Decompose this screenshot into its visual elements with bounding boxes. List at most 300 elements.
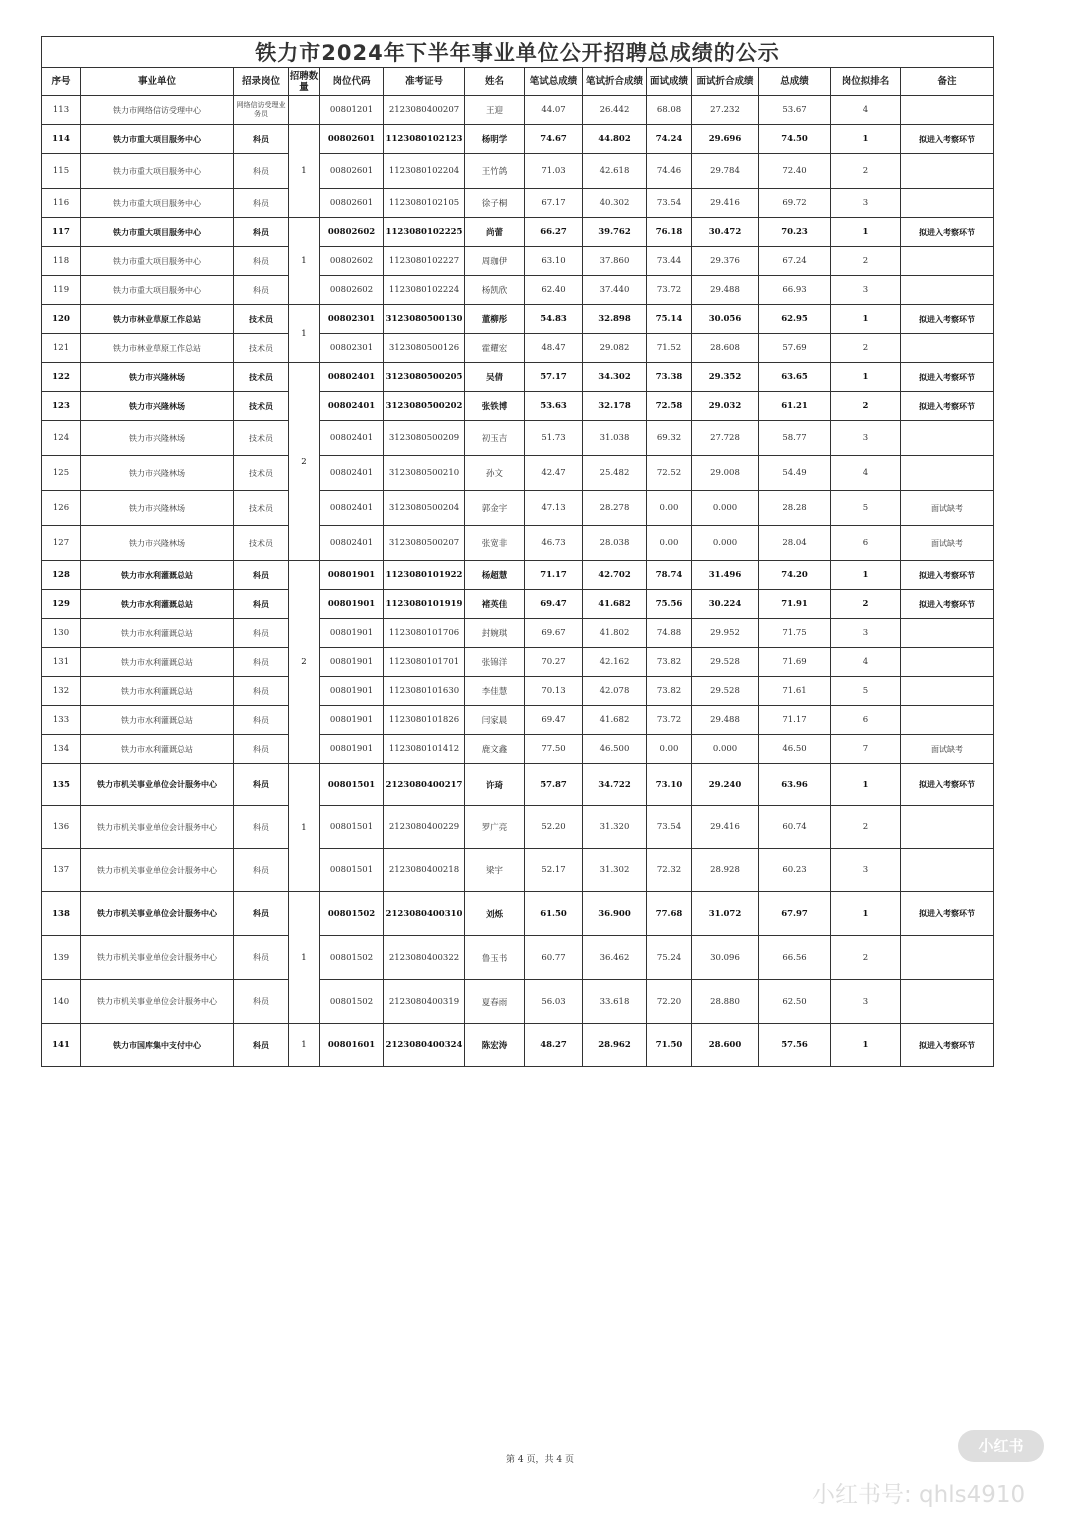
table-row (42, 491, 994, 526)
remark-cell (901, 706, 994, 735)
ticket-number-cell: 2123080400319 (384, 980, 465, 1024)
post-cell: 科员 (234, 648, 289, 677)
unit-cell: 铁力市机关事业单位会计服务中心 (81, 849, 234, 892)
seq-cell: 115 (42, 154, 81, 189)
interview-converted-cell: 29.008 (692, 456, 759, 491)
post-code-cell: 00801901 (320, 648, 384, 677)
seq-cell: 138 (42, 892, 81, 936)
ticket-number-cell: 2123080400324 (384, 1024, 465, 1067)
seq-cell: 125 (42, 456, 81, 491)
rank-cell: 1 (831, 561, 901, 590)
post-code-cell: 00801501 (320, 764, 384, 806)
unit-cell: 铁力市国库集中支付中心 (81, 1024, 234, 1067)
total-score-cell: 71.91 (759, 590, 831, 619)
rank-cell: 4 (831, 648, 901, 677)
interview-score-cell: 0.00 (647, 526, 692, 561)
total-score-cell: 71.17 (759, 706, 831, 735)
page-number: 第 4 页，共 4 页 (506, 1455, 574, 1465)
interview-score-cell: 71.52 (647, 334, 692, 363)
remark-cell (901, 677, 994, 706)
quota-cell: 1 (289, 305, 320, 363)
interview-converted-cell: 29.240 (692, 764, 759, 806)
quota-cell: 1 (289, 218, 320, 305)
written-score-cell: 46.73 (525, 526, 583, 561)
quota-cell: 1 (289, 892, 320, 1024)
unit-cell: 铁力市兴隆林场 (81, 363, 234, 392)
post-code-cell: 00802602 (320, 218, 384, 247)
written-score-cell: 52.20 (525, 806, 583, 849)
unit-cell: 铁力市水利灌溉总站 (81, 735, 234, 764)
table-row (42, 1024, 994, 1067)
ticket-number-cell: 1123080102225 (384, 218, 465, 247)
interview-converted-cell: 29.528 (692, 677, 759, 706)
quota-cell: 2 (289, 561, 320, 764)
remark-cell (901, 334, 994, 363)
interview-converted-cell: 27.232 (692, 96, 759, 125)
column-header: 事业单位 (81, 68, 234, 96)
unit-cell: 铁力市兴隆林场 (81, 456, 234, 491)
candidate-name-cell: 王迎 (465, 96, 525, 125)
column-header: 总成绩 (759, 68, 831, 96)
column-header: 岗位拟排名 (831, 68, 901, 96)
candidate-name-cell: 罗广亮 (465, 806, 525, 849)
table-row (42, 806, 994, 849)
written-score-cell: 71.17 (525, 561, 583, 590)
post-code-cell: 00802601 (320, 125, 384, 154)
post-cell: 技术员 (234, 392, 289, 421)
total-score-cell: 70.23 (759, 218, 831, 247)
unit-cell: 铁力市水利灌溉总站 (81, 706, 234, 735)
ticket-number-cell: 3123080500205 (384, 363, 465, 392)
column-header: 笔试总成绩 (525, 68, 583, 96)
interview-converted-cell: 29.528 (692, 648, 759, 677)
ticket-number-cell: 2123080400218 (384, 849, 465, 892)
seq-cell: 122 (42, 363, 81, 392)
table-row (42, 936, 994, 980)
written-converted-cell: 41.682 (583, 706, 647, 735)
written-score-cell: 70.27 (525, 648, 583, 677)
written-converted-cell: 28.038 (583, 526, 647, 561)
interview-converted-cell: 29.784 (692, 154, 759, 189)
post-cell: 科员 (234, 561, 289, 590)
rank-cell: 3 (831, 980, 901, 1024)
page-title: 铁力市2024年下半年事业单位公开招聘总成绩的公示 (42, 37, 994, 68)
rank-cell: 3 (831, 189, 901, 218)
interview-converted-cell: 0.000 (692, 735, 759, 764)
rank-cell: 2 (831, 334, 901, 363)
interview-score-cell: 73.82 (647, 677, 692, 706)
unit-cell: 铁力市机关事业单位会计服务中心 (81, 980, 234, 1024)
ticket-number-cell: 1123080101826 (384, 706, 465, 735)
candidate-name-cell: 鲁玉书 (465, 936, 525, 980)
post-code-cell: 00802401 (320, 491, 384, 526)
interview-score-cell: 73.72 (647, 706, 692, 735)
watermark-logo: 小红书 (958, 1430, 1044, 1462)
written-score-cell: 61.50 (525, 892, 583, 936)
candidate-name-cell: 刘烁 (465, 892, 525, 936)
post-cell: 科员 (234, 247, 289, 276)
ticket-number-cell: 2123080400322 (384, 936, 465, 980)
total-score-cell: 74.20 (759, 561, 831, 590)
interview-converted-cell: 29.952 (692, 619, 759, 648)
post-cell: 科员 (234, 218, 289, 247)
rank-cell: 2 (831, 806, 901, 849)
written-converted-cell: 28.962 (583, 1024, 647, 1067)
remark-cell (901, 421, 994, 456)
interview-score-cell: 0.00 (647, 735, 692, 764)
candidate-name-cell: 张宽非 (465, 526, 525, 561)
quota-cell: 1 (289, 764, 320, 892)
unit-cell: 铁力市林业草原工作总站 (81, 305, 234, 334)
post-cell: 科员 (234, 154, 289, 189)
total-score-cell: 71.75 (759, 619, 831, 648)
interview-score-cell: 77.68 (647, 892, 692, 936)
watermark-text: 小红书号: qhls4910 (812, 1482, 1026, 1508)
total-score-cell: 67.97 (759, 892, 831, 936)
column-header: 招录岗位 (234, 68, 289, 96)
remark-cell (901, 96, 994, 125)
post-code-cell: 00801601 (320, 1024, 384, 1067)
seq-cell: 141 (42, 1024, 81, 1067)
seq-cell: 118 (42, 247, 81, 276)
post-code-cell: 00801901 (320, 677, 384, 706)
table-row (42, 276, 994, 305)
ticket-number-cell: 2123080400229 (384, 806, 465, 849)
post-cell: 科员 (234, 619, 289, 648)
table-row (42, 334, 994, 363)
total-score-cell: 28.28 (759, 491, 831, 526)
candidate-name-cell: 闫家晨 (465, 706, 525, 735)
unit-cell: 铁力市水利灌溉总站 (81, 648, 234, 677)
quota-cell (289, 96, 320, 125)
ticket-number-cell: 3123080500204 (384, 491, 465, 526)
candidate-name-cell: 鹿文鑫 (465, 735, 525, 764)
table-row (42, 96, 994, 125)
unit-cell: 铁力市机关事业单位会计服务中心 (81, 764, 234, 806)
written-score-cell: 57.87 (525, 764, 583, 806)
total-score-cell: 62.50 (759, 980, 831, 1024)
interview-converted-cell: 0.000 (692, 526, 759, 561)
table-row (42, 648, 994, 677)
post-cell: 科员 (234, 590, 289, 619)
written-score-cell: 48.47 (525, 334, 583, 363)
written-converted-cell: 32.898 (583, 305, 647, 334)
remark-cell: 拟进入考察环节 (901, 561, 994, 590)
unit-cell: 铁力市兴隆林场 (81, 421, 234, 456)
written-score-cell: 63.10 (525, 247, 583, 276)
interview-score-cell: 73.38 (647, 363, 692, 392)
written-converted-cell: 31.302 (583, 849, 647, 892)
interview-score-cell: 75.56 (647, 590, 692, 619)
total-score-cell: 62.95 (759, 305, 831, 334)
post-cell: 技术员 (234, 363, 289, 392)
post-code-cell: 00801901 (320, 706, 384, 735)
remark-cell: 拟进入考察环节 (901, 363, 994, 392)
table-row (42, 677, 994, 706)
written-score-cell: 52.17 (525, 849, 583, 892)
rank-cell: 3 (831, 619, 901, 648)
table-row (42, 305, 994, 334)
remark-cell (901, 456, 994, 491)
candidate-name-cell: 徐子桐 (465, 189, 525, 218)
candidate-name-cell: 周珈伊 (465, 247, 525, 276)
remark-cell (901, 276, 994, 305)
written-converted-cell: 32.178 (583, 392, 647, 421)
written-score-cell: 48.27 (525, 1024, 583, 1067)
rank-cell: 2 (831, 590, 901, 619)
remark-cell (901, 849, 994, 892)
post-code-cell: 00802301 (320, 334, 384, 363)
interview-score-cell: 72.58 (647, 392, 692, 421)
total-score-cell: 61.21 (759, 392, 831, 421)
seq-cell: 136 (42, 806, 81, 849)
unit-cell: 铁力市林业草原工作总站 (81, 334, 234, 363)
candidate-name-cell: 吴倩 (465, 363, 525, 392)
total-score-cell: 57.69 (759, 334, 831, 363)
total-score-cell: 67.24 (759, 247, 831, 276)
candidate-name-cell: 董柳彤 (465, 305, 525, 334)
ticket-number-cell: 3123080500126 (384, 334, 465, 363)
ticket-number-cell: 1123080102227 (384, 247, 465, 276)
remark-cell (901, 189, 994, 218)
post-cell: 技术员 (234, 491, 289, 526)
written-score-cell: 70.13 (525, 677, 583, 706)
candidate-name-cell: 杨明学 (465, 125, 525, 154)
total-score-cell: 60.23 (759, 849, 831, 892)
written-converted-cell: 34.722 (583, 764, 647, 806)
post-cell: 科员 (234, 764, 289, 806)
interview-converted-cell: 28.600 (692, 1024, 759, 1067)
candidate-name-cell: 霍耀宏 (465, 334, 525, 363)
post-code-cell: 00801502 (320, 980, 384, 1024)
remark-cell: 面试缺考 (901, 491, 994, 526)
candidate-name-cell: 许琦 (465, 764, 525, 806)
written-converted-cell: 33.618 (583, 980, 647, 1024)
written-score-cell: 66.27 (525, 218, 583, 247)
written-converted-cell: 36.462 (583, 936, 647, 980)
interview-score-cell: 73.54 (647, 189, 692, 218)
ticket-number-cell: 3123080500209 (384, 421, 465, 456)
written-converted-cell: 25.482 (583, 456, 647, 491)
ticket-number-cell: 1123080101706 (384, 619, 465, 648)
table-row (42, 561, 994, 590)
unit-cell: 铁力市水利灌溉总站 (81, 619, 234, 648)
post-code-cell: 00802602 (320, 247, 384, 276)
total-score-cell: 46.50 (759, 735, 831, 764)
seq-cell: 131 (42, 648, 81, 677)
written-converted-cell: 37.440 (583, 276, 647, 305)
unit-cell: 铁力市兴隆林场 (81, 392, 234, 421)
candidate-name-cell: 王竹鸽 (465, 154, 525, 189)
candidate-name-cell: 尚蕾 (465, 218, 525, 247)
written-score-cell: 71.03 (525, 154, 583, 189)
post-cell: 技术员 (234, 305, 289, 334)
interview-score-cell: 76.18 (647, 218, 692, 247)
interview-converted-cell: 29.416 (692, 806, 759, 849)
results-table (41, 36, 994, 1067)
written-converted-cell: 42.618 (583, 154, 647, 189)
written-score-cell: 56.03 (525, 980, 583, 1024)
written-converted-cell: 44.802 (583, 125, 647, 154)
written-score-cell: 77.50 (525, 735, 583, 764)
post-code-cell: 00801501 (320, 806, 384, 849)
column-header: 序号 (42, 68, 81, 96)
total-score-cell: 63.65 (759, 363, 831, 392)
written-converted-cell: 39.762 (583, 218, 647, 247)
written-converted-cell: 46.500 (583, 735, 647, 764)
remark-cell (901, 154, 994, 189)
candidate-name-cell: 李佳慧 (465, 677, 525, 706)
seq-cell: 130 (42, 619, 81, 648)
post-code-cell: 00802401 (320, 421, 384, 456)
ticket-number-cell: 3123080500210 (384, 456, 465, 491)
table-row (42, 247, 994, 276)
written-converted-cell: 26.442 (583, 96, 647, 125)
rank-cell: 6 (831, 706, 901, 735)
total-score-cell: 28.04 (759, 526, 831, 561)
candidate-name-cell: 褚英佳 (465, 590, 525, 619)
remark-cell (901, 936, 994, 980)
written-score-cell: 57.17 (525, 363, 583, 392)
unit-cell: 铁力市机关事业单位会计服务中心 (81, 936, 234, 980)
total-score-cell: 60.74 (759, 806, 831, 849)
post-cell: 科员 (234, 276, 289, 305)
remark-cell (901, 619, 994, 648)
seq-cell: 116 (42, 189, 81, 218)
candidate-name-cell: 杨凯欣 (465, 276, 525, 305)
table-row (42, 706, 994, 735)
post-cell: 技术员 (234, 334, 289, 363)
remark-cell: 拟进入考察环节 (901, 218, 994, 247)
rank-cell: 7 (831, 735, 901, 764)
candidate-name-cell: 张铁博 (465, 392, 525, 421)
interview-score-cell: 75.14 (647, 305, 692, 334)
written-converted-cell: 28.278 (583, 491, 647, 526)
rank-cell: 3 (831, 849, 901, 892)
interview-score-cell: 71.50 (647, 1024, 692, 1067)
post-cell: 科员 (234, 1024, 289, 1067)
table-row (42, 619, 994, 648)
post-cell: 网络信访受理业务员 (234, 96, 289, 125)
interview-score-cell: 73.54 (647, 806, 692, 849)
quota-cell: 1 (289, 1024, 320, 1067)
ticket-number-cell: 3123080500207 (384, 526, 465, 561)
remark-cell (901, 806, 994, 849)
interview-score-cell: 68.08 (647, 96, 692, 125)
quota-cell: 1 (289, 125, 320, 218)
interview-score-cell: 72.20 (647, 980, 692, 1024)
seq-cell: 140 (42, 980, 81, 1024)
written-score-cell: 53.63 (525, 392, 583, 421)
post-code-cell: 00802401 (320, 526, 384, 561)
rank-cell: 1 (831, 764, 901, 806)
post-cell: 科员 (234, 735, 289, 764)
header-row (42, 68, 994, 96)
interview-score-cell: 69.32 (647, 421, 692, 456)
post-code-cell: 00802602 (320, 276, 384, 305)
remark-cell: 拟进入考察环节 (901, 892, 994, 936)
rank-cell: 2 (831, 936, 901, 980)
written-converted-cell: 34.302 (583, 363, 647, 392)
interview-converted-cell: 28.608 (692, 334, 759, 363)
table-row (42, 526, 994, 561)
ticket-number-cell: 2123080400310 (384, 892, 465, 936)
written-score-cell: 62.40 (525, 276, 583, 305)
post-code-cell: 00801901 (320, 619, 384, 648)
unit-cell: 铁力市重大项目服务中心 (81, 218, 234, 247)
ticket-number-cell: 1123080101922 (384, 561, 465, 590)
written-score-cell: 54.83 (525, 305, 583, 334)
remark-cell: 拟进入考察环节 (901, 1024, 994, 1067)
seq-cell: 139 (42, 936, 81, 980)
post-code-cell: 00802401 (320, 363, 384, 392)
written-score-cell: 42.47 (525, 456, 583, 491)
post-cell: 技术员 (234, 526, 289, 561)
post-code-cell: 00801901 (320, 561, 384, 590)
ticket-number-cell: 1123080101630 (384, 677, 465, 706)
table-row (42, 764, 994, 806)
written-score-cell: 60.77 (525, 936, 583, 980)
column-header: 岗位代码 (320, 68, 384, 96)
unit-cell: 铁力市水利灌溉总站 (81, 590, 234, 619)
remark-cell (901, 648, 994, 677)
remark-cell (901, 247, 994, 276)
seq-cell: 113 (42, 96, 81, 125)
seq-cell: 121 (42, 334, 81, 363)
unit-cell: 铁力市水利灌溉总站 (81, 561, 234, 590)
post-code-cell: 00801901 (320, 735, 384, 764)
written-converted-cell: 42.078 (583, 677, 647, 706)
column-header: 面试成绩 (647, 68, 692, 96)
post-code-cell: 00802401 (320, 456, 384, 491)
unit-cell: 铁力市重大项目服务中心 (81, 189, 234, 218)
written-converted-cell: 31.320 (583, 806, 647, 849)
total-score-cell: 69.72 (759, 189, 831, 218)
interview-converted-cell: 30.096 (692, 936, 759, 980)
written-converted-cell: 41.802 (583, 619, 647, 648)
seq-cell: 132 (42, 677, 81, 706)
table-row (42, 125, 994, 154)
written-score-cell: 69.47 (525, 590, 583, 619)
table-row (42, 154, 994, 189)
interview-score-cell: 74.88 (647, 619, 692, 648)
remark-cell: 拟进入考察环节 (901, 392, 994, 421)
interview-converted-cell: 29.696 (692, 125, 759, 154)
written-converted-cell: 40.302 (583, 189, 647, 218)
ticket-number-cell: 1123080101412 (384, 735, 465, 764)
interview-converted-cell: 29.376 (692, 247, 759, 276)
total-score-cell: 72.40 (759, 154, 831, 189)
candidate-name-cell: 郭金宇 (465, 491, 525, 526)
total-score-cell: 71.69 (759, 648, 831, 677)
remark-cell: 拟进入考察环节 (901, 125, 994, 154)
written-score-cell: 67.17 (525, 189, 583, 218)
written-converted-cell: 42.162 (583, 648, 647, 677)
column-header: 准考证号 (384, 68, 465, 96)
written-score-cell: 74.67 (525, 125, 583, 154)
written-converted-cell: 42.702 (583, 561, 647, 590)
interview-converted-cell: 30.472 (692, 218, 759, 247)
total-score-cell: 66.93 (759, 276, 831, 305)
post-cell: 科员 (234, 806, 289, 849)
post-cell: 科员 (234, 706, 289, 735)
written-converted-cell: 41.682 (583, 590, 647, 619)
post-code-cell: 00802301 (320, 305, 384, 334)
unit-cell: 铁力市重大项目服务中心 (81, 247, 234, 276)
rank-cell: 1 (831, 125, 901, 154)
post-code-cell: 00801901 (320, 590, 384, 619)
written-converted-cell: 29.082 (583, 334, 647, 363)
